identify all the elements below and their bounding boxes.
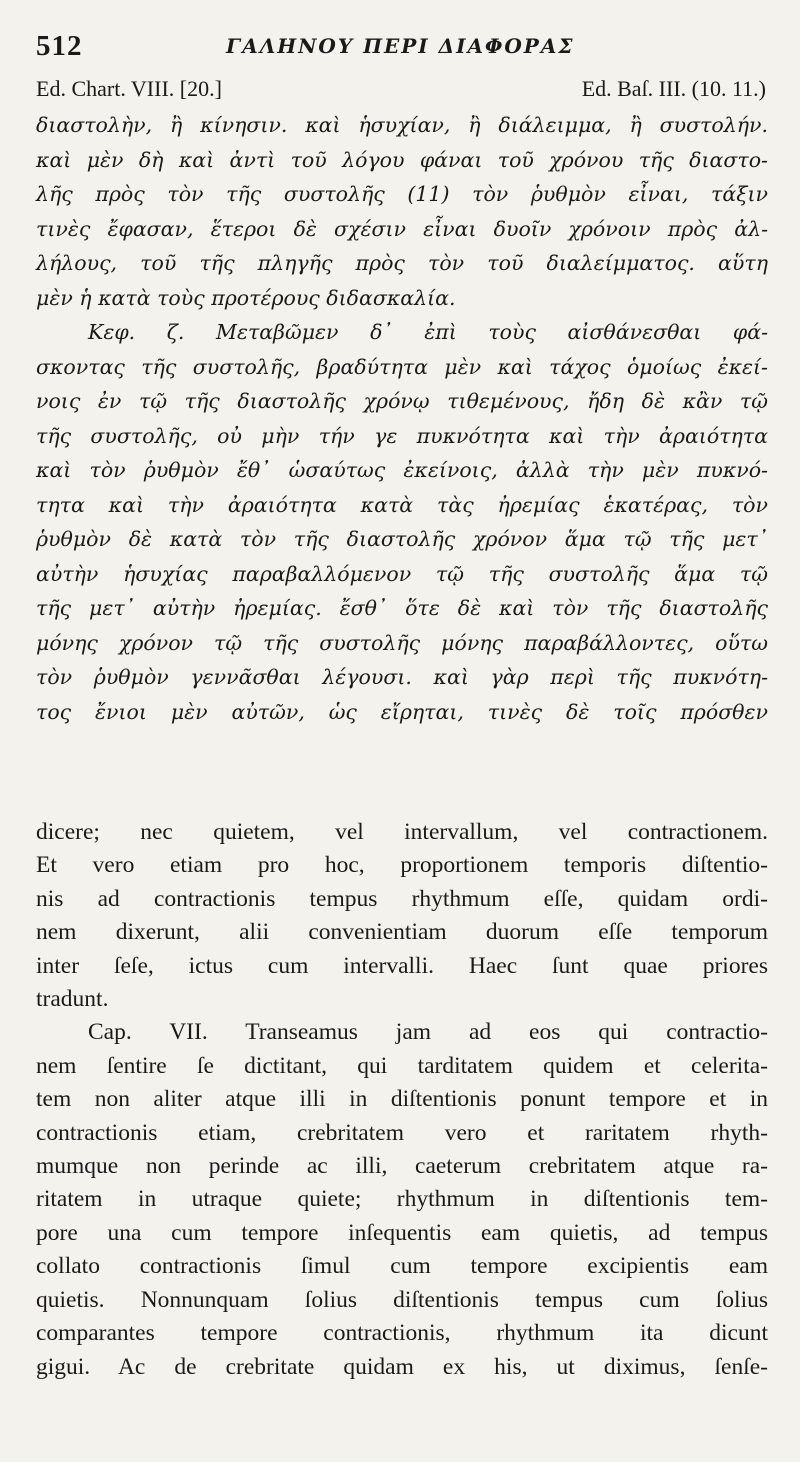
latin-line: Et vero etiam pro hoc, proportionem temporis diſtentio- [36, 852, 768, 879]
edition-basel: Ed. Baſ. III. (10. 11.) [581, 76, 766, 101]
latin-line: tradunt. [36, 986, 109, 1013]
greek-line: λήλους, τοῦ τῆς πληγῆς πρὸς τὸν τοῦ διαλείμματος. αὕτη [36, 251, 768, 275]
greek-line: λῆς πρὸς τὸν τῆς συστολῆς (11) τὸν ῥυθμὸν εἶναι, τάξιν [36, 182, 768, 206]
greek-line: ῥυθμὸν δὲ κατὰ τὸν τῆς διαστολῆς χρόνον ἅμα τῷ τῆς μετ᾽ [36, 527, 768, 551]
latin-line: comparantes tempore contractionis, rhythmum ita dicunt [36, 1320, 768, 1347]
latin-line: inter ſeſe, ictus cum intervalli. Haec ſunt quae priores [36, 952, 768, 979]
latin-chapter-heading-line: Cap. VII. Transeamus jam ad eos qui contractio- [88, 1019, 768, 1046]
greek-line: καὶ μὲν δὴ καὶ ἀντὶ τοῦ λόγου φάναι τοῦ χρόνου τῆς διαστο- [36, 147, 768, 172]
latin-line: collato contractionis ſimul cum tempore excipientis eam [36, 1253, 768, 1280]
latin-line: gigui. Ac de crebritate quidam ex his, ut diximus, ſenſe- [36, 1353, 768, 1380]
greek-text-block [36, 108, 768, 729]
edition-chartier: Ed. Chart. VIII. [20.] [36, 76, 222, 101]
page-header [36, 30, 766, 66]
greek-line: τος ἔνιοι μὲν αὐτῶν, ὡς εἴρηται, τινὲς δὲ τοῖς πρόσθεν [36, 699, 768, 724]
latin-line: ritatem in utraque quiete; rhythmum in diſtentionis tem- [36, 1186, 768, 1213]
latin-line: quietis. Nonnunquam ſolius diſtentionis tempus cum ſolius [36, 1286, 768, 1313]
latin-line: pore una cum tempore inſequentis eam quietis, ad tempus [36, 1219, 768, 1246]
latin-line: dicere; nec quietem, vel intervallum, vel contractionem. [36, 819, 768, 845]
latin-line: nem dixerunt, alii convenientiam duorum eſſe temporum [36, 919, 768, 946]
latin-text-block [36, 816, 768, 1384]
latin-line: tem non aliter atque illi in diſtentionis ponunt tempore et in [36, 1086, 768, 1113]
latin-line: contractionis etiam, crebritatem vero et raritatem rhyth- [36, 1119, 768, 1146]
edition-reference [36, 76, 766, 106]
greek-chapter-heading-line: Κεφ. ζ. Μεταβῶμεν δ᾽ ἐπὶ τοὺς αἰσθάνεσθαι φά- [88, 320, 768, 344]
greek-line: τὸν ῥυθμὸν γεννᾶσθαι λέγουσι. καὶ γὰρ περὶ τῆς πυκνότη- [36, 665, 768, 689]
latin-line: nis ad contractionis tempus rhythmum eſſe, quidam ordi- [36, 885, 768, 912]
latin-line: nem ſentire ſe dictitant, qui tarditatem quidem et celerita- [36, 1052, 768, 1079]
greek-line: σκοντας τῆς συστολῆς, βραδύτητα μὲν καὶ τάχος ὁμοίως ἐκεί- [36, 354, 768, 379]
greek-line: μὲν ἡ κατὰ τοὺς προτέρους διδασκαλία. [36, 285, 456, 310]
greek-line: τῆς μετ᾽ αὐτὴν ἠρεμίας. ἔσθ᾽ ὅτε δὲ καὶ τὸν τῆς διαστολῆς [36, 596, 768, 620]
greek-line: τητα καὶ τὴν ἀραιότητα κατὰ τὰς ἠρεμίας ἑκατέρας, τὸν [36, 492, 768, 517]
greek-line: τινὲς ἔφασαν, ἕτεροι δὲ σχέσιν εἶναι δυοῖν χρόνοιν πρὸς ἀλ- [36, 216, 768, 241]
running-title: ΓΑΛΗΝΟΥ ΠΕΡΙ ΔΙΑΦΟΡΑΣ [226, 34, 575, 58]
greek-line: τῆς συστολῆς, οὐ μὴν τήν γε πυκνότητα καὶ τὴν ἀραιότητα [36, 423, 768, 448]
greek-line: διαστολὴν, ἢ κίνησιν. καὶ ἡσυχίαν, ἢ διάλειμμα, ἢ συστολήν. [36, 113, 768, 137]
greek-line: μόνης χρόνον τῷ τῆς συστολῆς μόνης παραβάλλοντες, οὕτω [36, 630, 768, 655]
greek-line: νοις ἐν τῷ τῆς διαστολῆς χρόνῳ τιθεμένους, ἤδη δὲ κἂν τῷ [36, 389, 768, 413]
page-number: 512 [36, 30, 83, 62]
greek-line: αὐτὴν ἡσυχίας παραβαλλόμενον τῷ τῆς συστολῆς ἅμα τῷ [36, 561, 768, 586]
greek-line: καὶ τὸν ῥυθμὸν ἔθ᾽ ὡσαύτως ἐκείνοις, ἀλλὰ τὴν μὲν πυκνό- [36, 458, 768, 482]
latin-line: mumque non perinde ac illi, caeterum crebritatem atque ra- [36, 1153, 768, 1180]
